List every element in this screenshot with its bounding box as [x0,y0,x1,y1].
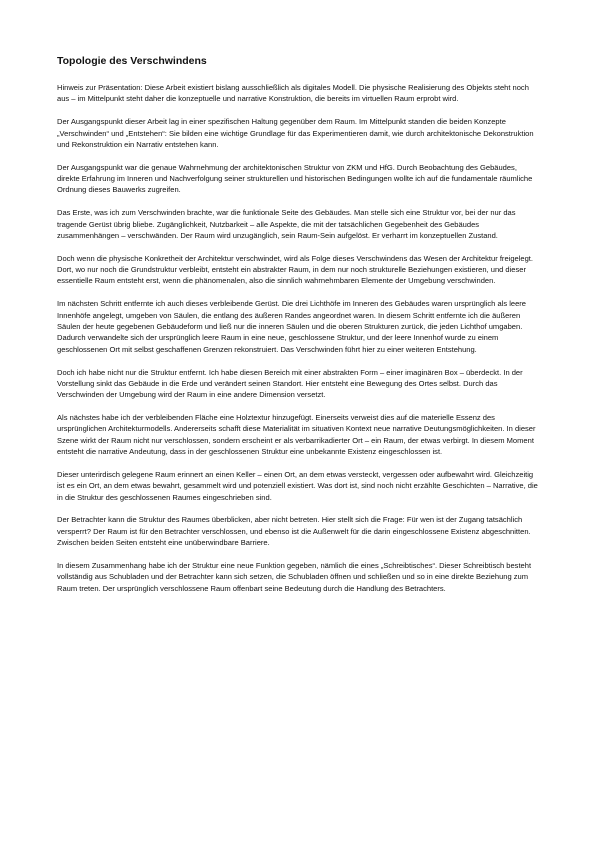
paragraph-next-step: Im nächsten Schritt entfernte ich auch dieses verbleibende Gerüst. Die drei Lichthöfe im Inneren des Gebäudes waren ursprünglich als leere Innenhöfe angelegt, umgeben von Säulen, die entlang des äußeren Randes angeordnet waren. In diesem Schritt entfernte ich die äußeren Säulen der heute gegebenen Gebäudeform und ließ nur die inneren Säulen und die oberen Strukturen zurück, die jeden Lichthof umgaben. Dadurch verwandelte sich der ursprünglich leere Raum in eine neue, geschlossene Struktur, und der leere Innenhof wurde zu einem geschlossenen Ort mit selbst geschaffenen Grenzen rekonstruiert. Das Verschwinden führt hier zu einer weiteren Entstehung. [57,299,527,354]
document-title: Topologie des Verschwindens [57,55,207,67]
paragraph-essence: Doch wenn die physische Konkretheit der Architektur verschwindet, wird als Folge dieses Verschwindens das Wesen der Architektur freigelegt. Dort, wo nur noch die Grundstruktur verbleibt, entsteht ein abstrakter Raum, in dem nur noch strukturelle Beziehungen existieren, und dieser essentielle Raum entsteht erst, wenn die phänomenalen, also die sinnlich wahrnehmbaren Elemente der Umgebung verschwinden. [57,253,533,286]
paragraph-perception: Der Ausgangspunkt war die genaue Wahrnehmung der architektonischen Struktur von ZKM und HfG. Durch Beobachtung des Gebäudes, direkte Erfahrung im Inneren und Nachverfolgung seiner strukturellen und historischen Bedingungen wollte ich auf die fundamentale räumliche Ordnung dieses Bauwerks zugreifen. [57,162,533,195]
paragraph-desk: In diesem Zusammenhang habe ich der Struktur eine neue Funktion gegeben, nämlich die eines „Schreibtisches“. Dieser Schreibtisch besteht vollständig aus Schubladen und der Betrachter kann sich setzen, die Schubladen öffnen und schließen und so in eine direkte Beziehung zum Raum treten. Der ursprünglich verschlossene Raum offenbart seine Bedeutung durch die Handlung des Betrachters. [57,561,532,593]
paragraph-functional-side: Das Erste, was ich zum Verschwinden brachte, war die funktionale Seite des Gebäudes. Man stelle sich eine Struktur vor, bei der nur das tragende Gerüst übrig bliebe. Zugänglichkeit, Nutzbarkeit – alle Aspekte, die mit der tatsächlichen Gegebenheit des Gebäudes zusammenhängen – verschwänden. Der Raum wird unzugänglich, sein Raum-Sein aufgelöst. Er verharrt im konzeptuellen Zustand. [57,208,516,240]
paragraph-cellar: Dieser unterirdisch gelegene Raum erinnert an einen Keller – einen Ort, an dem etwas versteckt, vergessen oder aufbewahrt wird. Gleichzeitig ist es ein Ort, an dem etwas bewahrt, gesammelt wird und potenziell existiert. Was dort ist, sind noch nicht erzählte Geschichten – Narrative, die in die Struktur des geschlossenen Raumes eingeschrieben sind. [57,469,538,502]
paragraph-presentation-note: Hinweis zur Präsentation: Diese Arbeit existiert bislang ausschließlich als digitales Modell. Die physische Realisierung des Objekts steht noch aus – im Mittelpunkt steht daher die konzeptuelle und narrative Konstruktion, die bereits im virtuellen Raum erprobt wird. [57,83,529,104]
paragraph-viewer: Der Betrachter kann die Struktur des Raumes überblicken, aber nicht betreten. Hier stellt sich die Frage: Für wen ist der Zugang tatsächlich versperrt? Der Raum ist für den Betrachter verschlossen, und ebenso ist die Außenwelt für die darin eingeschlossene Existenz abgeschnitten. Zwischen beiden Seiten entsteht eine unüberwindbare Barriere. [57,515,531,548]
document-page [57,55,539,606]
paragraph-wood-texture: Als nächstes habe ich der verbleibenden Fläche eine Holztextur hinzugefügt. Einerseits verweist dies auf die materielle Essenz des ursprünglichen Architekturmodells. Andererseits schafft diese Materialität im situativen Kontext neue narrative Deutungsmöglichkeiten. In dieser Szene wirkt der Raum nicht nur verschlossen, sondern erscheint er als verbarrikadierter Ort – ein Raum, der etwas verbirgt. In diesem Moment entsteht die narrative Andeutung, dass in der geschlossenen Struktur eine unbekannte Existenz eingeschlossen ist. [57,413,536,457]
paragraph-imaginary-box: Doch ich habe nicht nur die Struktur entfernt. Ich habe diesen Bereich mit einer abstrakten Form – einer imaginären Box – überdeckt. In der Vorstellung sinkt das Gebäude in die Erde und verändert seinen Standort. Hier entsteht eine Bewegung des Ortes selbst. Durch das Verschwinden der Umgebung wird der Raum in eine andere Dimension versetzt. [57,367,523,400]
paragraph-starting-point: Der Ausgangspunkt dieser Arbeit lag in einer spezifischen Haltung gegenüber dem Raum. Im Mittelpunkt standen die beiden Konzepte „Verschwinden“ und „Entstehen“: Sie bilden eine wichtige Grundlage für das Experimentieren damit, wie durch architektonische Dekonstruktion und Rekonstruktion ein Narrativ entstehen kann. [57,117,534,149]
